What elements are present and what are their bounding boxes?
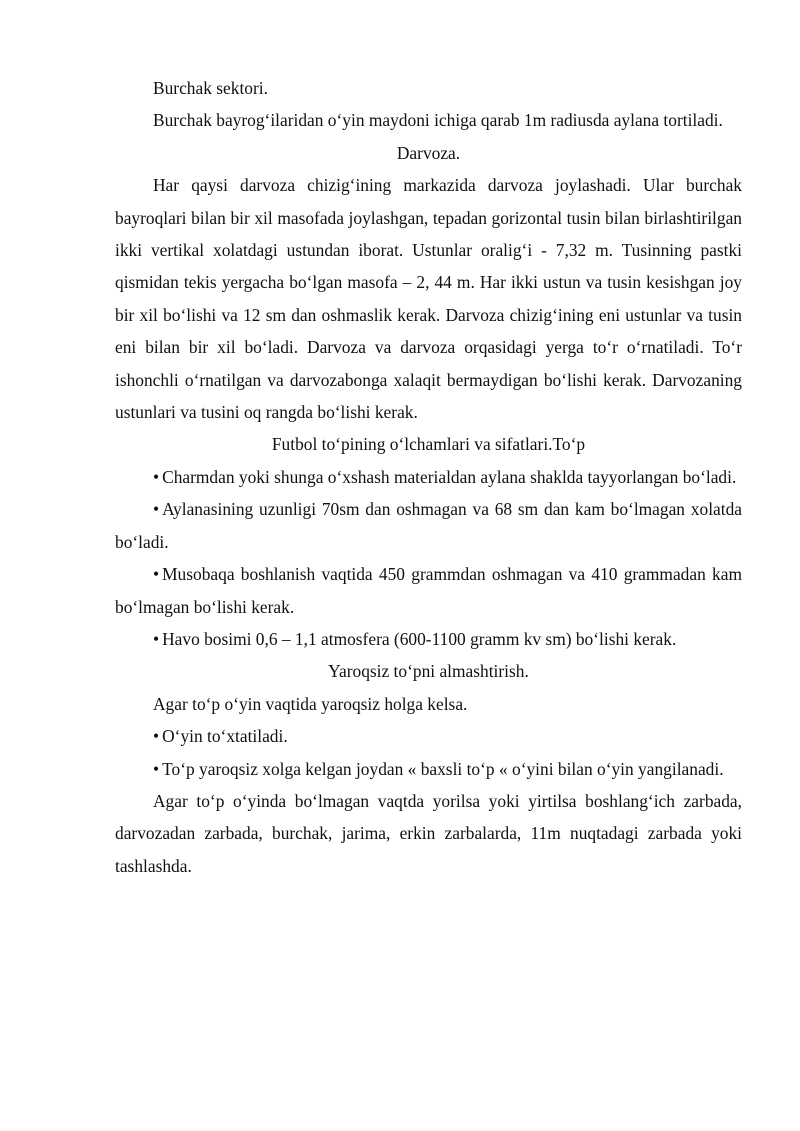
paragraph-ball-unusable: Agar to‘p o‘yin vaqtida yaroqsiz holga kelsa. — [153, 693, 468, 714]
bullet-icon: • — [153, 758, 160, 779]
bullet-text: To‘p yaroqsiz xolga kelgan joydan « baxsli to‘p « o‘yini bilan o‘yin yangilanadi. — [162, 758, 724, 779]
bullet-icon: • — [153, 564, 160, 585]
bullet-item — [115, 720, 742, 752]
paragraph-corner-sector: Burchak bayrog‘ilaridan o‘yin maydoni ichiga qarab 1m radiusda aylana tortiladi. — [153, 110, 723, 131]
paragraph-corner-sector-title: Burchak sektori. — [153, 78, 268, 98]
bullet-text: O‘yin to‘xtatiladi. — [162, 726, 288, 747]
heading-ball-replacement: Yaroqsiz to‘pni almashtirish. — [328, 661, 529, 682]
bullet-icon: • — [153, 466, 160, 487]
bullet-item — [115, 753, 742, 785]
bullet-text: Charmdan yoki shunga o‘xshash materialdan aylana shaklda tayyorlangan bo‘ladi. — [162, 466, 737, 487]
bullet-item — [115, 623, 742, 655]
bullet-item — [115, 461, 742, 493]
bullet-item — [115, 558, 742, 623]
heading-ball-dimensions: Futbol to‘pining o‘lchamlari va sifatlari.To‘p — [271, 434, 586, 455]
bullet-icon: • — [153, 628, 160, 649]
bullet-text: Havo bosimi 0,6 – 1,1 atmosfera (600-1100 gramm kv sm) bo‘lishi kerak. — [162, 628, 677, 649]
paragraph-goal: Har qaysi darvoza chizig‘ining markazida darvoza joylashadi. Ular burchak bayroqlari bilan bir xil masofada joylashgan, tepadan gorizontal tusin bilan birlashtirilgan ikki vertikal xolatdagi ustundan iborat. Ustunlar oralig‘i - 7,32 m. Tusinning pastki qismidan tekis yergacha bo‘lgan masofa – 2, 44 m. Har ikki ustun va tusin kesishgan joy bir xil bo‘lishi va 12 sm dan oshmaslik kerak. Darvoza chizig‘ining eni ustunlar va tusin eni bilan bir xil bo‘ladi. Darvoza va darvoza orqasidagi yerga to‘r o‘rnatiladi. To‘r ishonchli o‘rnatilgan va darvozabonga xalaqit bermaydigan bo‘lishi kerak. Darvozaning ustunlari va tusini oq rangda bo‘lishi kerak. — [115, 175, 742, 423]
paragraph-ball-burst: Agar to‘p o‘yinda bo‘lmagan vaqtda yorilsa yoki yirtilsa boshlang‘ich zarbada, darvozadan zarbada, burchak, jarima, erkin zarbalarda, 11m nuqtadagi zarbada yoki tashlashda. — [115, 790, 742, 876]
bullet-item — [115, 493, 742, 558]
bullet-icon: • — [153, 726, 160, 747]
bullet-icon: • — [153, 499, 160, 520]
bullet-text: Musobaqa boshlanish vaqtida 450 grammdan oshmagan va 410 grammadan kam bo‘lmagan bo‘lishi kerak. — [115, 564, 742, 617]
bullet-text: Aylanasining uzunligi 70sm dan oshmagan va 68 sm dan kam bo‘lmagan xolatda bo‘ladi. — [115, 499, 742, 552]
document-page — [115, 72, 742, 882]
heading-goal: Darvoza. — [396, 142, 461, 163]
